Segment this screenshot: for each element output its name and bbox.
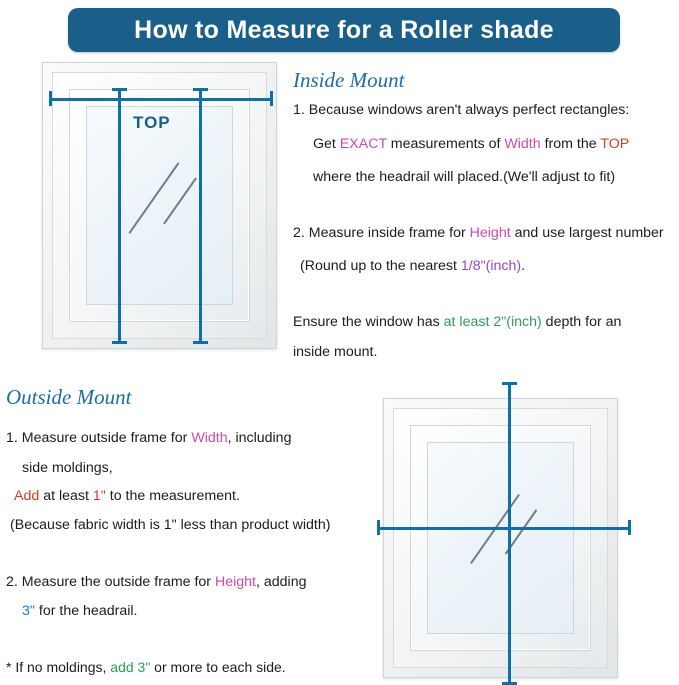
inside-mount-line-1 xyxy=(293,100,629,121)
outside-line5-height: Height xyxy=(214,574,256,590)
inside-line7-text: inside mount. xyxy=(293,344,378,360)
inside-width-right-cap xyxy=(270,91,273,106)
inside-mount-line-2 xyxy=(313,134,629,155)
inside-mount-line-3 xyxy=(313,167,615,188)
inside-line5-fraction: 1/8"(inch) xyxy=(460,258,522,274)
outside-mount-line-5 xyxy=(6,572,307,593)
inside-line2-part-a: Get xyxy=(313,136,340,152)
inside-line4-height: Height xyxy=(469,225,511,241)
outside-mount-line-6 xyxy=(22,601,137,622)
outside-line2-text: side moldings, xyxy=(22,460,113,476)
footnote-part-c: or more to each side. xyxy=(150,659,286,675)
outside-width-left-cap xyxy=(377,520,380,535)
outside-mount-line-3 xyxy=(14,486,240,507)
inside-height-left-bottom-cap xyxy=(112,341,127,344)
outside-line5-part-c: , adding xyxy=(256,574,307,590)
outside-line6-part-b: for the headrail. xyxy=(34,603,138,619)
inside-width-measure-line xyxy=(49,98,273,101)
inside-line2-exact: EXACT xyxy=(339,136,387,152)
outside-window-sash xyxy=(410,425,591,651)
inside-mount-line-5 xyxy=(300,256,525,277)
inside-height-measure-line-left xyxy=(118,88,121,344)
outside-line5-part-a: 2. Measure the outside frame for xyxy=(6,574,215,590)
inside-line5-part-c: . xyxy=(521,258,526,274)
outside-line1-part-a: 1. Measure outside frame for xyxy=(6,430,192,446)
outside-mount-window-diagram xyxy=(383,398,618,678)
top-label: TOP xyxy=(133,113,171,132)
outside-width-measure-line xyxy=(377,527,631,530)
outside-line3-part-b: at least xyxy=(39,488,93,504)
inside-line5-part-a: (Round up to the nearest xyxy=(300,258,461,274)
footnote-add: add 3" xyxy=(110,659,151,675)
title-banner xyxy=(68,8,620,52)
inside-height-measure-line-right xyxy=(199,88,202,344)
inside-mount-line-7 xyxy=(293,342,377,363)
inside-mount-line-6 xyxy=(293,312,621,333)
inside-mount-heading: Inside Mount xyxy=(293,68,405,92)
inside-width-left-cap xyxy=(49,91,52,106)
outside-line3-part-d: to the measurement. xyxy=(105,488,240,504)
inside-line3-text: where the headrail will placed.(We'll adjust to fit) xyxy=(313,169,616,185)
window-glass xyxy=(86,106,233,305)
inside-line2-top: TOP xyxy=(600,136,630,152)
outside-height-top-cap xyxy=(502,382,517,385)
outside-line3-add: Add xyxy=(14,488,40,504)
outside-mount-footnote xyxy=(6,659,286,675)
inside-height-left-top-cap xyxy=(112,88,127,91)
glass-streak-short xyxy=(163,177,197,224)
page-title: How to Measure for a Roller shade xyxy=(134,15,554,44)
outside-height-measure-line xyxy=(508,382,511,685)
inside-line6-depth: at least 2"(inch) xyxy=(443,314,542,330)
inside-mount-window-diagram xyxy=(42,62,277,349)
inside-line6-part-a: Ensure the window has xyxy=(293,314,444,330)
inside-line1-text: 1. Because windows aren't always perfect rectangles: xyxy=(293,102,630,118)
glass-streak-long xyxy=(129,162,180,234)
outside-window-glass xyxy=(427,442,574,634)
inside-line4-part-a: 2. Measure inside frame for xyxy=(293,225,470,241)
outside-width-right-cap xyxy=(628,520,631,535)
outside-mount-line-4 xyxy=(10,515,330,536)
outside-line1-width: Width xyxy=(191,430,228,446)
outside-line3-inch: 1" xyxy=(92,488,106,504)
outside-line1-part-c: , including xyxy=(227,430,292,446)
outside-mount-line-1 xyxy=(6,428,291,449)
inside-mount-line-4 xyxy=(293,223,664,244)
footnote-part-a: * If no moldings, xyxy=(6,659,111,675)
inside-line6-part-c: depth for an xyxy=(541,314,622,330)
inside-height-right-top-cap xyxy=(193,88,208,91)
outside-line6-inches: 3" xyxy=(22,603,35,619)
inside-line2-part-e: from the xyxy=(540,136,601,152)
outside-mount-line-2 xyxy=(22,458,113,479)
inside-line2-width: Width xyxy=(504,136,541,152)
inside-line4-part-c: and use largest number xyxy=(510,225,664,241)
outside-line4-text: (Because fabric width is 1" less than product width) xyxy=(10,517,331,533)
inside-height-right-bottom-cap xyxy=(193,341,208,344)
outside-mount-heading: Outside Mount xyxy=(6,385,132,409)
inside-line2-part-c: measurements of xyxy=(386,136,505,152)
